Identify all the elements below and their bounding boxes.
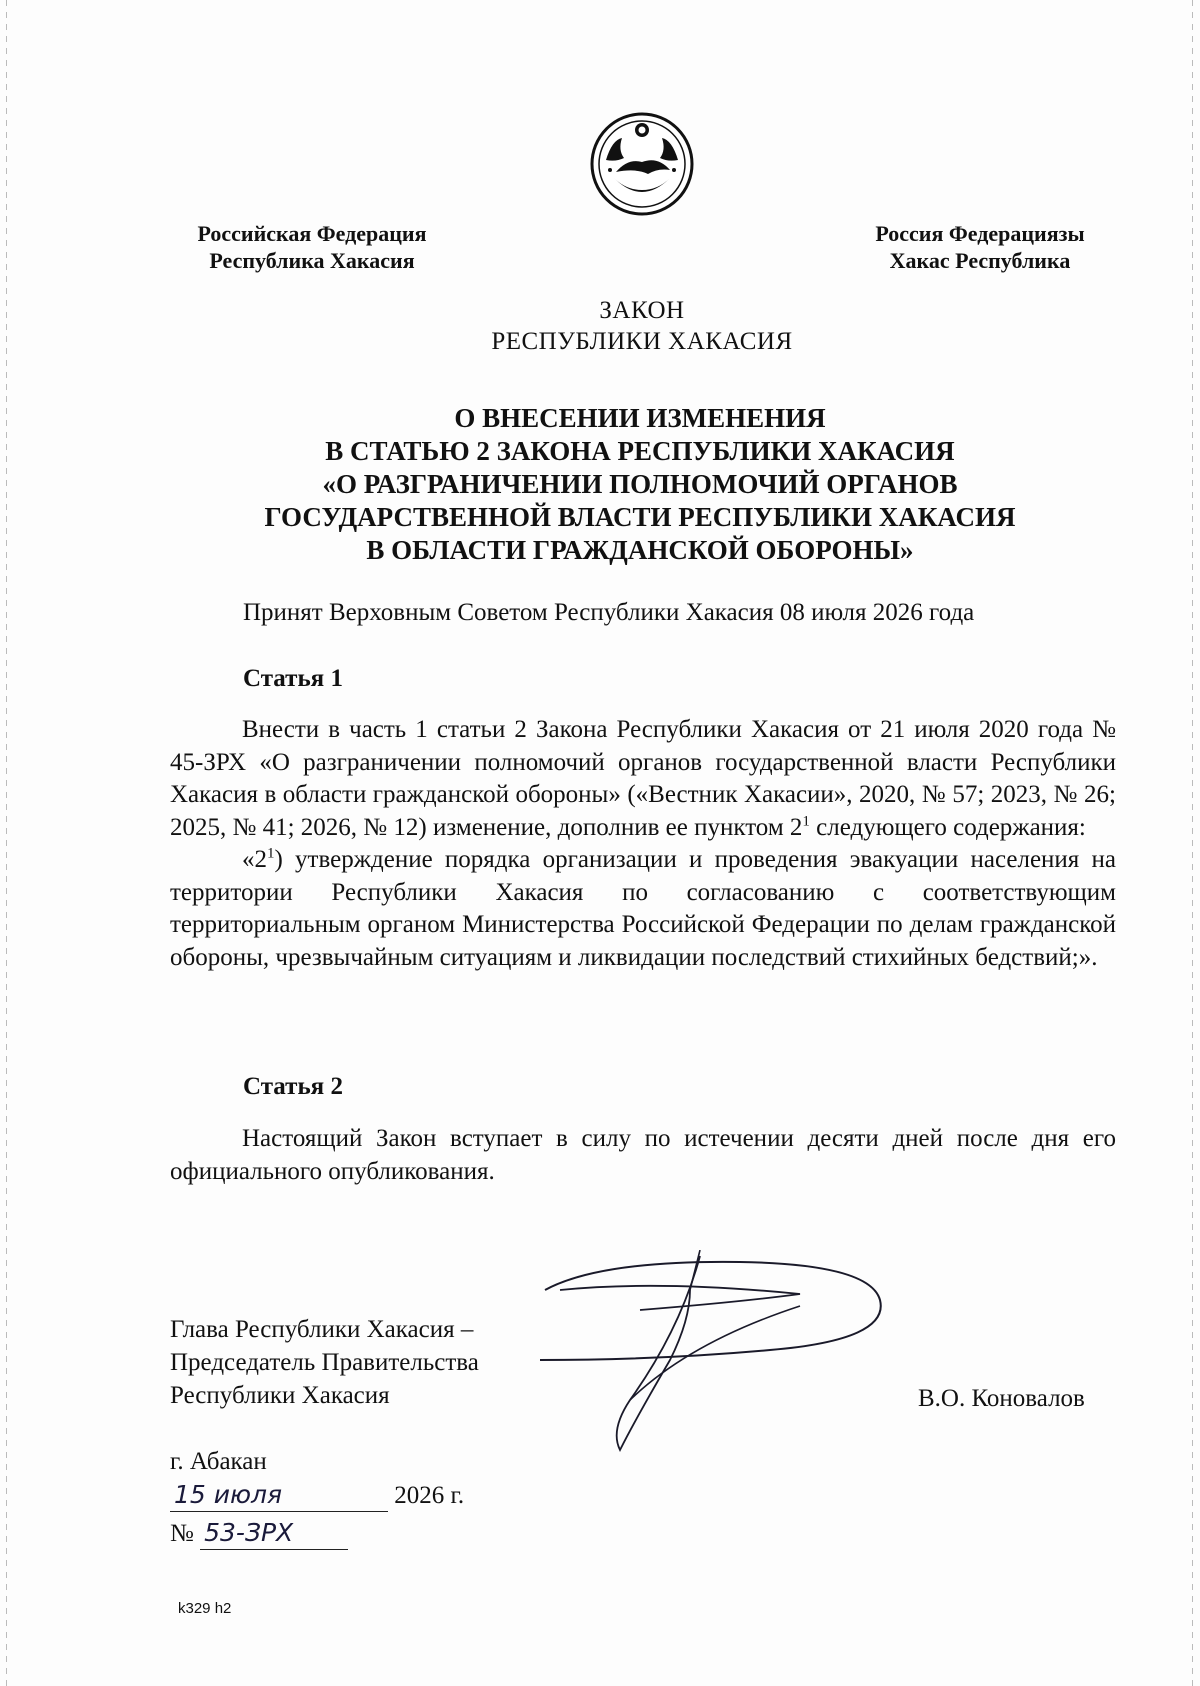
header-right <box>840 220 1120 274</box>
subject-line3: «О РАЗГРАНИЧЕНИИ ПОЛНОМОЧИЙ ОРГАНОВ <box>322 469 958 499</box>
law-title-line1: ЗАКОН <box>599 297 685 324</box>
header-left-line1: Российская Федерация <box>197 221 427 246</box>
article1-paragraph1 <box>170 714 1116 844</box>
header-left-line2: Республика Хакасия <box>209 248 415 273</box>
document-code: k329 h2 <box>178 1600 232 1617</box>
article1-body <box>170 714 1116 974</box>
header-left <box>172 220 452 274</box>
adoption-note: Принят Верховным Советом Республики Хакасия 08 июля 2026 года <box>243 599 975 626</box>
article1-p1-text-end: следующего содержания: <box>809 813 1086 841</box>
article1-heading: Статья 1 <box>243 665 343 692</box>
article1-p2-text-end: ) утверждение порядка организации и проведения эвакуации населения на территории Республики Хакасия по согласованию с соответствующим территориальным органом Министерства Российской Федерации по делам гражданской обороны, чрезвычайным ситуациям и ликвидации последствий стихийных бедствий;». <box>170 846 1116 971</box>
law-subject <box>200 402 1080 567</box>
subject-line1: О ВНЕСЕНИИ ИЗМЕНЕНИЯ <box>454 403 826 433</box>
scan-edge-left <box>6 0 7 1686</box>
subject-line2: В СТАТЬЮ 2 ЗАКОНА РЕСПУБЛИКИ ХАКАСИЯ <box>325 436 955 466</box>
signing-date <box>170 1478 464 1512</box>
article1-p1-text: Внести в часть 1 статьи 2 Закона Республики Хакасия от 21 июля 2020 года № 45-ЗРХ «О разграничении полномочий органов государственной власти Республики Хакасия в области гражданской обороны» («Вестник Хакасии», 2020, № 57; 2023, № 26; 2025, № 41; 2026, № 12) изменение, дополнив ее пунктом 2 <box>170 716 1116 841</box>
law-number-prefix: № <box>170 1520 194 1547</box>
handwritten-date: 15 июля <box>170 1478 388 1512</box>
scan-edge-right <box>1192 0 1193 1686</box>
article1-p1-superscript: 1 <box>802 813 810 830</box>
handwritten-law-number: 53-ЗРХ <box>200 1516 348 1550</box>
subject-line4: ГОСУДАРСТВЕННОЙ ВЛАСТИ РЕСПУБЛИКИ ХАКАСИЯ <box>264 502 1016 532</box>
signatory-line2: Председатель Правительства <box>170 1349 479 1376</box>
law-title <box>0 295 1200 357</box>
article2-heading: Статья 2 <box>243 1073 343 1100</box>
place-of-signing: г. Абакан <box>170 1448 267 1475</box>
article1-paragraph2 <box>170 844 1116 974</box>
subject-line5: В ОБЛАСТИ ГРАЖДАНСКОЙ ОБОРОНЫ» <box>366 535 914 565</box>
signatory-title <box>170 1313 479 1412</box>
signatory-line1: Глава Республики Хакасия – <box>170 1316 474 1343</box>
coat-of-arms-emblem <box>588 110 696 218</box>
handwritten-signature <box>540 1250 960 1490</box>
signing-year: 2026 г. <box>394 1482 465 1509</box>
signatory-line3: Республики Хакасия <box>170 1382 390 1409</box>
article2-body <box>170 1123 1116 1188</box>
law-number <box>170 1516 348 1550</box>
signatory-name: В.О. Коновалов <box>918 1385 1085 1412</box>
law-title-line2: РЕСПУБЛИКИ ХАКАСИЯ <box>491 328 793 355</box>
article1-p2-text: «2 <box>242 846 267 873</box>
header-right-line1: Россия Федерациязы <box>875 221 1085 246</box>
header-right-line2: Хакас Республика <box>889 248 1071 273</box>
article2-paragraph1: Настоящий Закон вступает в силу по истечении десяти дней после дня его официального опубликования. <box>170 1125 1116 1185</box>
article1-p2-superscript: 1 <box>267 845 275 862</box>
